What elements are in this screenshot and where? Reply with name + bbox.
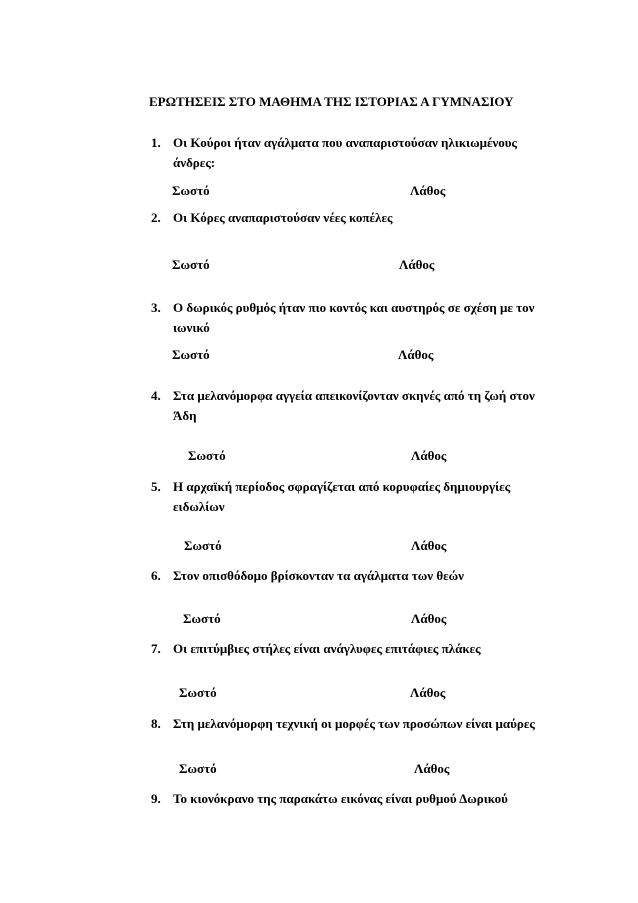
false-option: Λάθος bbox=[411, 448, 447, 463]
true-option: Σωστό bbox=[179, 761, 217, 776]
true-option: Σωστό bbox=[179, 685, 217, 700]
question-text: άνδρες: bbox=[173, 155, 216, 170]
false-option: Λάθος bbox=[410, 183, 446, 198]
question-number: 2. bbox=[151, 210, 161, 225]
true-option: Σωστό bbox=[172, 257, 210, 272]
question-number: 4. bbox=[151, 388, 161, 403]
true-option: Σωστό bbox=[183, 611, 221, 626]
true-option: Σωστό bbox=[188, 448, 226, 463]
question-text: Το κιονόκρανο της παρακάτω εικόνας είναι ρυθμού Δωρικού bbox=[173, 791, 508, 806]
false-option: Λάθος bbox=[411, 538, 447, 553]
question-number: 1. bbox=[151, 135, 161, 150]
question-text: Οι Κόρες αναπαριστούσαν νέες κοπέλες bbox=[173, 210, 393, 225]
question-text: Η αρχαϊκή περίοδος σφραγίζεται από κορυφαίες δημιουργίες bbox=[173, 479, 511, 494]
question-text: Άδη bbox=[173, 408, 197, 423]
question-number: 8. bbox=[151, 716, 161, 731]
document-title: ΕΡΩΤΗΣΕΙΣ ΣΤΟ ΜΑΘΗΜΑ ΤΗΣ ΙΣΤΟΡΙΑΣ Α ΓΥΜΝΑΣΙΟΥ bbox=[149, 94, 514, 109]
question-text: Στα μελανόμορφα αγγεία απεικονίζονταν σκηνές από τη ζωή στον bbox=[173, 388, 535, 403]
true-option: Σωστό bbox=[172, 183, 210, 198]
false-option: Λάθος bbox=[410, 685, 446, 700]
true-option: Σωστό bbox=[172, 347, 210, 362]
question-number: 3. bbox=[151, 300, 161, 315]
question-text: ιωνικό bbox=[173, 320, 210, 335]
question-number: 5. bbox=[151, 479, 161, 494]
question-text: Στη μελανόμορφη τεχνική οι μορφές των προσώπων είναι μαύρες bbox=[173, 716, 535, 731]
question-text: ειδωλίων bbox=[173, 499, 225, 514]
question-number: 7. bbox=[151, 641, 161, 656]
question-text: Ο δωρικός ρυθμός ήταν πιο κοντός και αυστηρός σε σχέση με τον bbox=[173, 300, 535, 315]
question-number: 9. bbox=[151, 791, 161, 806]
true-option: Σωστό bbox=[184, 538, 222, 553]
false-option: Λάθος bbox=[398, 347, 434, 362]
question-number: 6. bbox=[151, 568, 161, 583]
question-text: Οι επιτύμβιες στήλες είναι ανάγλυφες επιτάφιες πλάκες bbox=[173, 641, 481, 656]
false-option: Λάθος bbox=[411, 611, 447, 626]
false-option: Λάθος bbox=[399, 257, 435, 272]
question-text: Στον οπισθόδομο βρίσκονταν τα αγάλματα των θεών bbox=[173, 568, 464, 583]
question-text: Οι Κούροι ήταν αγάλματα που αναπαριστούσαν ηλικιωμένους bbox=[173, 135, 518, 150]
false-option: Λάθος bbox=[414, 761, 450, 776]
